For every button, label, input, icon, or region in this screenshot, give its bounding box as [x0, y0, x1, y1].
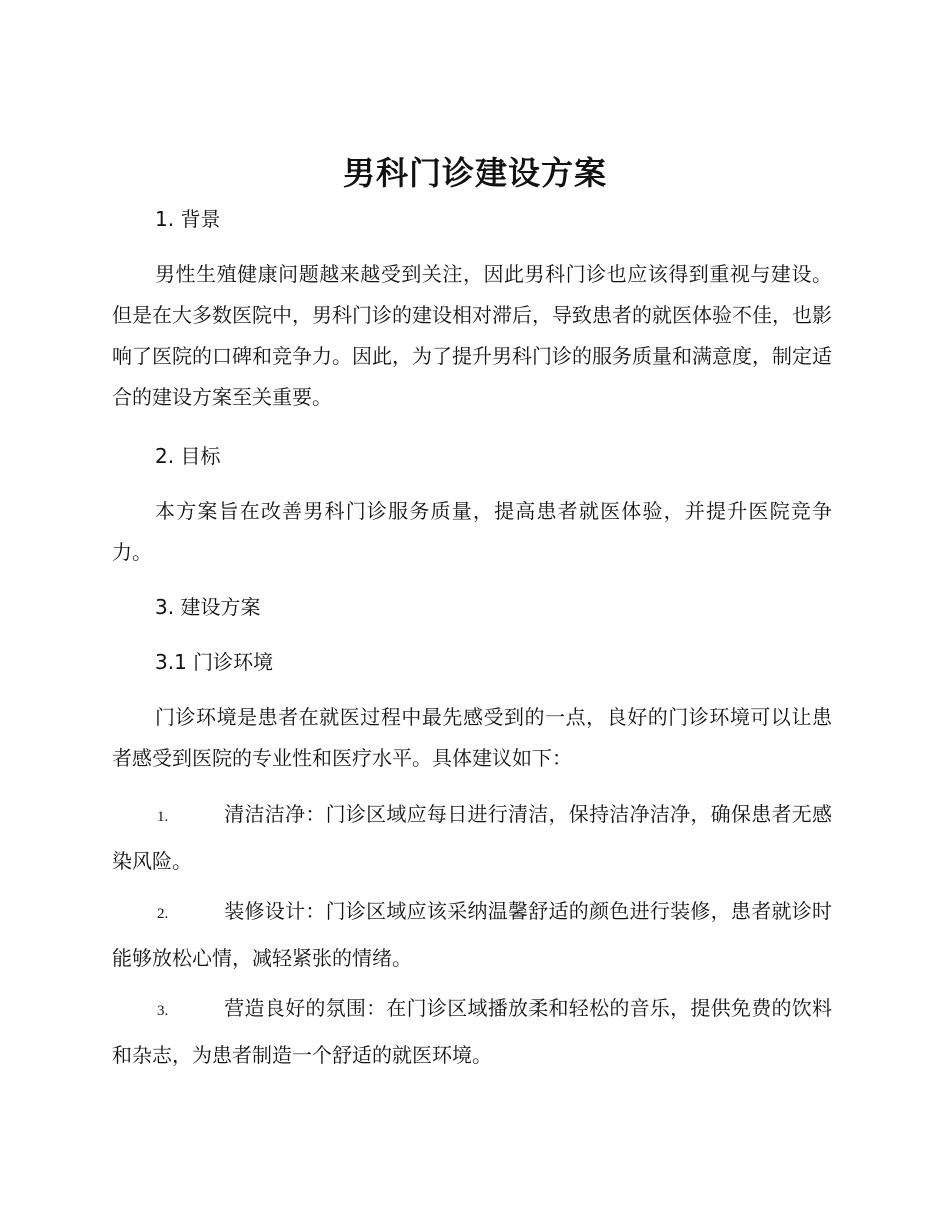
list-item-marker: 1. [157, 809, 169, 825]
list-item-marker: 2. [157, 906, 169, 922]
section-heading-background: 1. 背景 [155, 207, 221, 231]
goal-paragraph: 本方案旨在改善男科门诊服务质量，提高患者就医体验，并提升医院竞争力。 [112, 499, 832, 564]
list-item-text: 营造良好的氛围：在门诊区域播放柔和轻松的音乐，提供免费的饮料和杂志，为患者制造一个舒适的就医环境。 [112, 996, 832, 1067]
document-title: 男科门诊建设方案 [342, 154, 607, 192]
list-item [112, 986, 832, 1077]
section-heading-plan: 3. 建设方案 [155, 595, 261, 619]
list-item-marker: 3. [157, 1003, 169, 1019]
list-item-text: 清洁洁净：门诊区域应每日进行清洁，保持洁净洁净，确保患者无感染风险。 [112, 802, 832, 873]
subsection-heading-environment: 3.1 门诊环境 [155, 650, 274, 674]
background-paragraph: 男性生殖健康问题越来越受到关注，因此男科门诊也应该得到重视与建设。但是在大多数医院中，男科门诊的建设相对滞后，导致患者的就医体验不佳，也影响了医院的口碑和竞争力。因此，为了提升男科门诊的服务质量和满意度，制定适合的建设方案至关重要。 [112, 262, 832, 409]
environment-paragraph: 门诊环境是患者在就医过程中最先感受到的一点，良好的门诊环境可以让患者感受到医院的专业性和医疗水平。具体建议如下： [112, 705, 832, 770]
list-item [112, 792, 832, 883]
section-heading-goal: 2. 目标 [155, 444, 221, 468]
list-item-text: 装修设计：门诊区域应该采纳温馨舒适的颜色进行装修，患者就诊时能够放松心情，减轻紧张的情绪。 [112, 899, 832, 970]
list-item [112, 889, 832, 980]
